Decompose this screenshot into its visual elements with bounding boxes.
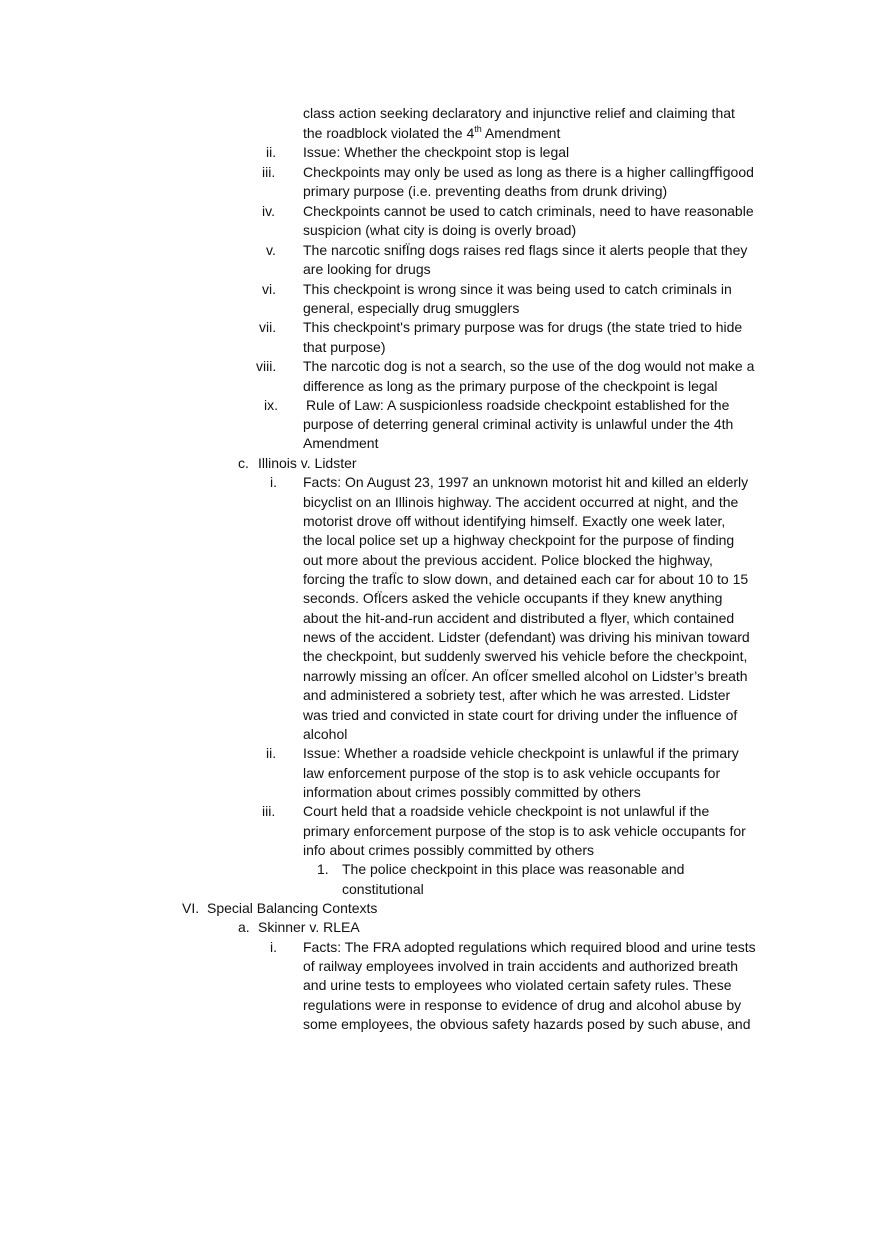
list-marker: iii. [262, 803, 276, 819]
list-item-text: Checkpoints may only be used as long as there is a higher callingﬃgood [303, 164, 754, 180]
list-item-text: suspicion (what city is doing is overly broad) [303, 222, 577, 238]
list-item-text: primary purpose (i.e. preventing deaths from drunk driving) [303, 183, 668, 199]
text-line: class action seeking declaratory and injunctive relief and claiming that [303, 105, 735, 121]
list-item-text: Checkpoints cannot be used to catch criminals, need to have reasonable [303, 203, 754, 219]
list-item-text: Issue: Whether the checkpoint stop is legal [303, 144, 570, 160]
list-marker: i. [270, 939, 277, 955]
list-marker: 1. [317, 861, 329, 877]
list-marker: v. [266, 242, 276, 258]
list-item-text: Amendment [303, 435, 379, 451]
list-item-text: and urine tests to employees who violated certain safety rules. These [303, 977, 732, 993]
list-item-text: difference as long as the primary purpose of the checkpoint is legal [303, 378, 718, 394]
list-item-text: about the hit-and-run accident and distributed a flyer, which contained [303, 610, 735, 626]
list-item-text: information about crimes possibly committed by others [303, 784, 641, 800]
list-item-text: regulations were in response to evidence of drug and alcohol abuse by [303, 997, 742, 1013]
text-span: Amendment [481, 125, 561, 141]
list-item-text: Court held that a roadside vehicle checkpoint is not unlawful if the [303, 803, 710, 819]
list-item-text: was tried and convicted in state court for driving under the influence of [303, 707, 738, 723]
list-item-text: Facts: On August 23, 1997 an unknown motorist hit and killed an elderly [303, 474, 749, 490]
list-item-text: general, especially drug smugglers [303, 300, 520, 316]
list-item-text: narrowly missing an ofÏcer. An ofÏcer smelled alcohol on Lidster’s breath [303, 668, 748, 684]
list-marker: c. [238, 455, 249, 471]
list-item-text: primary enforcement purpose of the stop is to ask vehicle occupants for [303, 823, 746, 839]
list-item-text: that purpose) [303, 339, 386, 355]
list-item-text: purpose of deterring general criminal activity is unlawful under the 4th [303, 416, 734, 432]
list-item-text: of railway employees involved in train accidents and authorized breath [303, 958, 739, 974]
list-item-text: news of the accident. Lidster (defendant) was driving his minivan toward [303, 629, 750, 645]
text-line [303, 124, 560, 143]
list-marker: ii. [266, 144, 277, 160]
list-item-text: alcohol [303, 726, 348, 742]
subsection-heading: Skinner v. RLEA [258, 919, 360, 935]
list-item-text: out more about the previous accident. Police blocked the highway, [303, 552, 713, 568]
section-heading: Illinois v. Lidster [258, 455, 357, 471]
list-item-text: motorist drove off without identifying himself. Exactly one week later, [303, 513, 726, 529]
list-marker: ix. [264, 397, 278, 413]
section-heading: Special Balancing Contexts [207, 900, 378, 916]
list-item-text: and administered a sobriety test, after which he was arrested. Lidster [303, 687, 731, 703]
list-item-text: forcing the trafÏc to slow down, and detained each car for about 10 to 15 [303, 571, 749, 587]
list-marker: vii. [259, 319, 277, 335]
list-item-text: The narcotic dog is not a search, so the use of the dog would not make a [303, 358, 755, 374]
list-item-text: law enforcement purpose of the stop is to ask vehicle occupants for [303, 765, 721, 781]
list-marker: a. [238, 919, 250, 935]
list-marker: viii. [256, 358, 277, 374]
list-item-text: are looking for drugs [303, 261, 431, 277]
list-marker: iii. [262, 164, 276, 180]
list-item-text: This checkpoint is wrong since it was being used to catch criminals in [303, 281, 732, 297]
list-item-text: the checkpoint, but suddenly swerved his vehicle before the checkpoint, [303, 648, 748, 664]
list-marker: vi. [262, 281, 276, 297]
list-item-text: Facts: The FRA adopted regulations which required blood and urine tests [303, 939, 756, 955]
list-marker: iv. [262, 203, 275, 219]
list-item-text: The narcotic snifÏng dogs raises red flags since it alerts people that they [303, 242, 748, 258]
list-marker: VI. [182, 900, 200, 916]
list-item-text: seconds. OfÏcers asked the vehicle occupants if they knew anything [303, 590, 723, 606]
list-item-text: Issue: Whether a roadside vehicle checkpoint is unlawful if the primary [303, 745, 739, 761]
list-marker: i. [270, 474, 277, 490]
list-item-text: info about crimes possibly committed by others [303, 842, 595, 858]
superscript: th [474, 124, 482, 134]
list-item-text: constitutional [342, 881, 424, 897]
list-item-text: This checkpoint's primary purpose was for drugs (the state tried to hide [303, 319, 743, 335]
list-marker: ii. [266, 745, 277, 761]
text-span: the roadblock violated the 4 [303, 125, 475, 141]
list-item-text: the local police set up a highway checkpoint for the purpose of finding [303, 532, 735, 548]
list-item-text: bicyclist on an Illinois highway. The accident occurred at night, and the [303, 494, 739, 510]
list-item-text: Rule of Law: A suspicionless roadside checkpoint established for the [306, 397, 730, 413]
list-item-text: some employees, the obvious safety hazards posed by such abuse, and [303, 1016, 751, 1032]
list-item-text: The police checkpoint in this place was reasonable and [342, 861, 685, 877]
